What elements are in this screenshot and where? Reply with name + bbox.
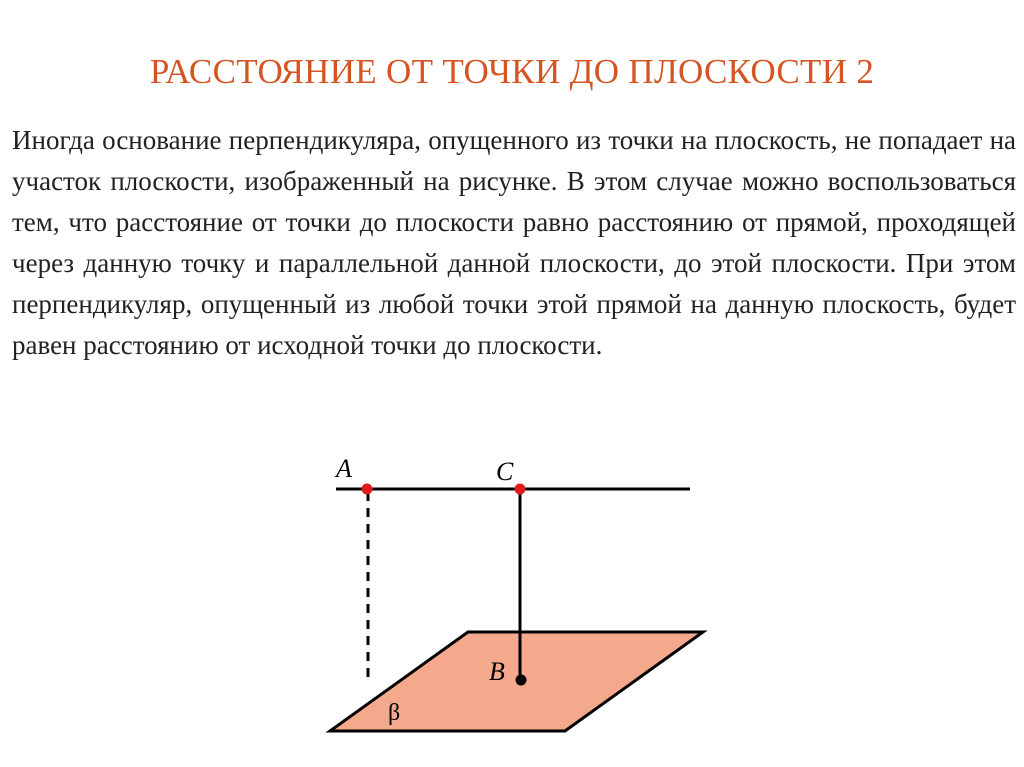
label-b: B [489,657,505,686]
label-c: C [496,457,514,486]
label-beta: β [388,700,401,726]
point-b [516,675,527,686]
slide-title: РАССТОЯНИЕ ОТ ТОЧКИ ДО ПЛОСКОСТИ 2 [149,52,875,91]
body-paragraph: Иногда основание перпендикуляра, опущенного из точки на плоскость, не попадает на участок плоскости, изображенный на рисунке. В этом случае можно воспользоваться тем, что расстояние от точки до плоскости равно расстоянию от прямой, проходящей через данную точку и параллельной данной плоскости, до этой плоскости. При этом перпендикуляр, опущенный из любой точки этой прямой на данную плоскость, будет равен расстоянию от исходной точки до плоскости. [12,125,1016,360]
point-c [515,484,526,495]
label-a: A [336,454,352,483]
point-a [362,484,373,495]
